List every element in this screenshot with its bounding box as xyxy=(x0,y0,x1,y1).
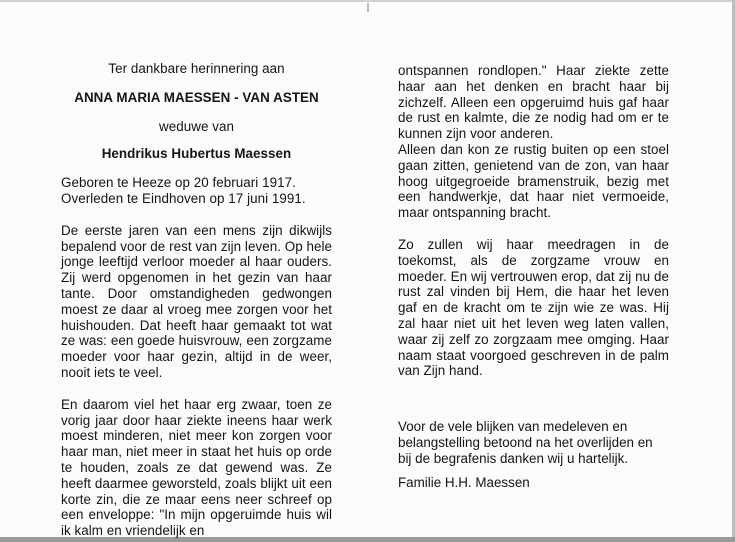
family-signature: Familie H.H. Maessen xyxy=(398,475,530,490)
widow-of-label: weduwe van xyxy=(159,118,234,134)
left-paragraph-2: En daarom viel het haar erg zwaar, toen ze vorig jaar door haar ziekte ineens haar werk moest minderen, niet meer kon zorgen voor haar man, niet meer in staat het huis op orde te houden, zoals ze dat gewend was. Ze heeft daarmee geworsteld, zoals blijkt uit een korte zin, die ze maar eens neer schreef op een enveloppe: "In mijn opgeruimde huis wil ik kalm en vriendelijk en xyxy=(61,396,332,539)
right-paragraph-1b: Alleen dan kon ze rustig buiten op een stoel gaan zitten, genietend van de zon, van haar hoog uitgegroeide bramenstruik, bezig met een handwerkje, dat haar niet vermoeide, maar ontspanning bracht. xyxy=(398,141,669,221)
left-paragraph-1: De eerste jaren van een mens zijn dikwijls bepalend voor de rest van zijn leven. Op hele jonge leeftijd verloor moeder al haar ouders. Zij werd opgenomen in het gezin van haar tante. Door omstandigheden gedwongen moest ze daar al vroeg mee zorgen voor het huishouden. Dat heeft haar gemaakt tot wat ze was: een goede huisvrouw, een zorgzame moeder voor haar gezin, altijd in de weer, nooit iets te veel. xyxy=(61,222,332,380)
opening-line: Ter dankbare herinnering aan xyxy=(108,61,285,76)
deceased-name: ANNA MARIA MAESSEN - VAN ASTEN xyxy=(74,89,319,105)
right-paragraph-1a: ontspannen rondlopen." Haar ziekte zette haar aan het denken en bracht haar bij zichzelf. Alleen een opgeruimd huis gaf haar de rust en kalmte, die ze nodig had om er te kunnen zijn voor anderen. xyxy=(398,63,669,142)
life-dates xyxy=(61,175,332,207)
page-top-edge xyxy=(0,0,735,2)
death-line: Overleden te Eindhoven op 17 juni 1991. xyxy=(61,190,306,206)
husband-name: Hendrikus Hubertus Maessen xyxy=(101,146,292,162)
left-column xyxy=(61,61,332,539)
right-paragraph-2: Zo zullen wij haar meedragen in de toekomst, als de zorgzame vrouw en moeder. En wij vertrouwen erop, dat zij nu de rust zal vinden bij Hem, die haar het leven gaf en de kracht om te zijn wie ze was. Hij zal haar niet uit het leven weg laten vallen, waar zij zelf zo zorgzaam mee omging. Haar naam staat voorgoed geschreven in de palm van Zijn hand. xyxy=(398,236,669,379)
right-column xyxy=(398,63,669,379)
thanks-note: Voor de vele blijken van medeleven en belangstelling betoond na het overlijden en bij de begrafenis danken wij u hartelijk. xyxy=(398,419,653,466)
fold-mark xyxy=(367,3,369,12)
birth-line: Geboren te Heeze op 20 februari 1917. xyxy=(61,175,296,191)
